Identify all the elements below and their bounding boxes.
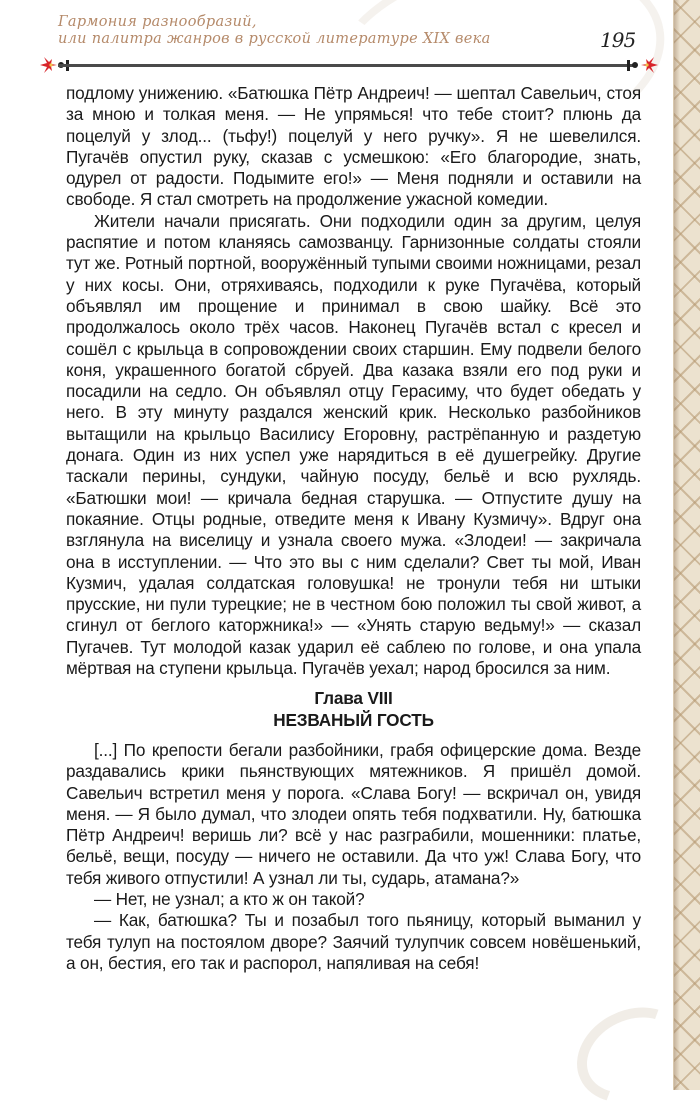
rule-end-cap xyxy=(627,60,630,71)
paragraph: Жители начали присягать. Они подходили один за другим, целуя распятие и потом кланяясь самозванцу. Гарнизонные солдаты стояли тут же. Ротный портной, вооружённый тупыми своими ножницами, резал у них косы. Они, отряхиваясь, подходили к руке Пугачёва, который объявлял им прощение и принимал в свою шайку. Всё это продолжалось около трёх часов. Наконец Пугачёв встал с кресел и сошёл с крыльца в сопровождении своих старшин. Ему подвели белого коня, украшенного богатой сбруей. Два казака взяли его под руки и посадили на седло. Он объявлял отцу Герасиму, что будет обедать у него. В эту минуту раздался женский крик. Несколько разбойников вытащили на крыльцо Василису Егоровну, растрёпанную и раздетую донага. Один из них успел уже нарядиться в её душегрейку. Другие таскали перины, сундуки, чайную посуду, бельё и всю рухлядь. «Батюшки мои! — кричала бедная старушка. — Отпустите душу на покаяние. Отцы родные, отведите меня к Ивану Кузмичу». Вдруг она взглянула на виселицу и узнала своего мужа. «Злодеи! — закричала она в исступлении. — Что это вы с ним сделали? Свет ты мой, Иван Кузмич, удалая солдатская головушка! не тронули тебя ни штыки прусские, ни пули турецкие; не в честном бою положил ты свой живот, а сгинул от беглого каторжника!» — «Унять старую ведьму!» — сказал Пугачев. Тут молодой казак ударил её саблею по голове, и она упала мёртвая на ступени крыльца. Пугачёв уехал; народ бросился за ним. xyxy=(66,210,641,679)
body-text xyxy=(66,83,641,974)
running-head-line-2: или палитра жанров в русской литературе XIX века xyxy=(58,31,491,47)
page-number: 195 xyxy=(600,28,636,52)
running-head xyxy=(58,14,558,48)
dialogue-line: — Нет, не узнал; а кто ж он такой? xyxy=(94,888,365,909)
flower-ornament-icon xyxy=(38,55,58,75)
chapter-title: НЕЗВАНЫЙ ГОСТЬ xyxy=(273,709,434,730)
dialogue-line: — Как, батюшка? Ты и позабыл того пьяницу, который выманил у тебя тулуп на постоялом дворе? Заячий тулупчик совсем новёшенький, а он, бестия, его так и распорол, напяливая на себя! xyxy=(66,910,641,973)
header-rule xyxy=(58,64,634,67)
chapter-number: Глава VIII xyxy=(314,688,393,709)
ornamental-side-border xyxy=(673,0,700,1090)
rule-end-dot xyxy=(632,62,638,68)
paragraph: подлому унижению. «Батюшка Пётр Андреич! — шептал Савельич, стоя за мною и толкая меня. — Не упрямься! что тебе стоит? плюнь да поцелуй у злод... (тьфу!) поцелуй у него ручку». Я не шевелился. Пугачёв опустил руку, сказав с усмешкою: «Его благородие, знать, одурел от радости. Подымите его!» — Меня подняли и оставили на свободе. Я стал смотреть на продолжение ужасной комедии. xyxy=(66,83,641,210)
flower-ornament-icon xyxy=(640,55,660,75)
running-head-line-1: Гармония разнообразий, xyxy=(58,14,257,30)
paragraph: [...] По крепости бегали разбойники, грабя офицерские дома. Везде раздавались крики пьянствующих мятежников. Я пришёл домой. Савельич встретил меня у порога. «Слава Богу! — вскричал он, увидя меня. — Я было думал, что злодеи опять тебя подхватили. Ну, батюшка Пётр Андреич! веришь ли? всё у нас разграбили, мошенники: платье, бельё, вещи, посуду — ничего не оставили. Да что уж! Слава Богу, что тебя живого отпустили! А узнал ли ты, сударь, атамана?» xyxy=(66,739,641,888)
